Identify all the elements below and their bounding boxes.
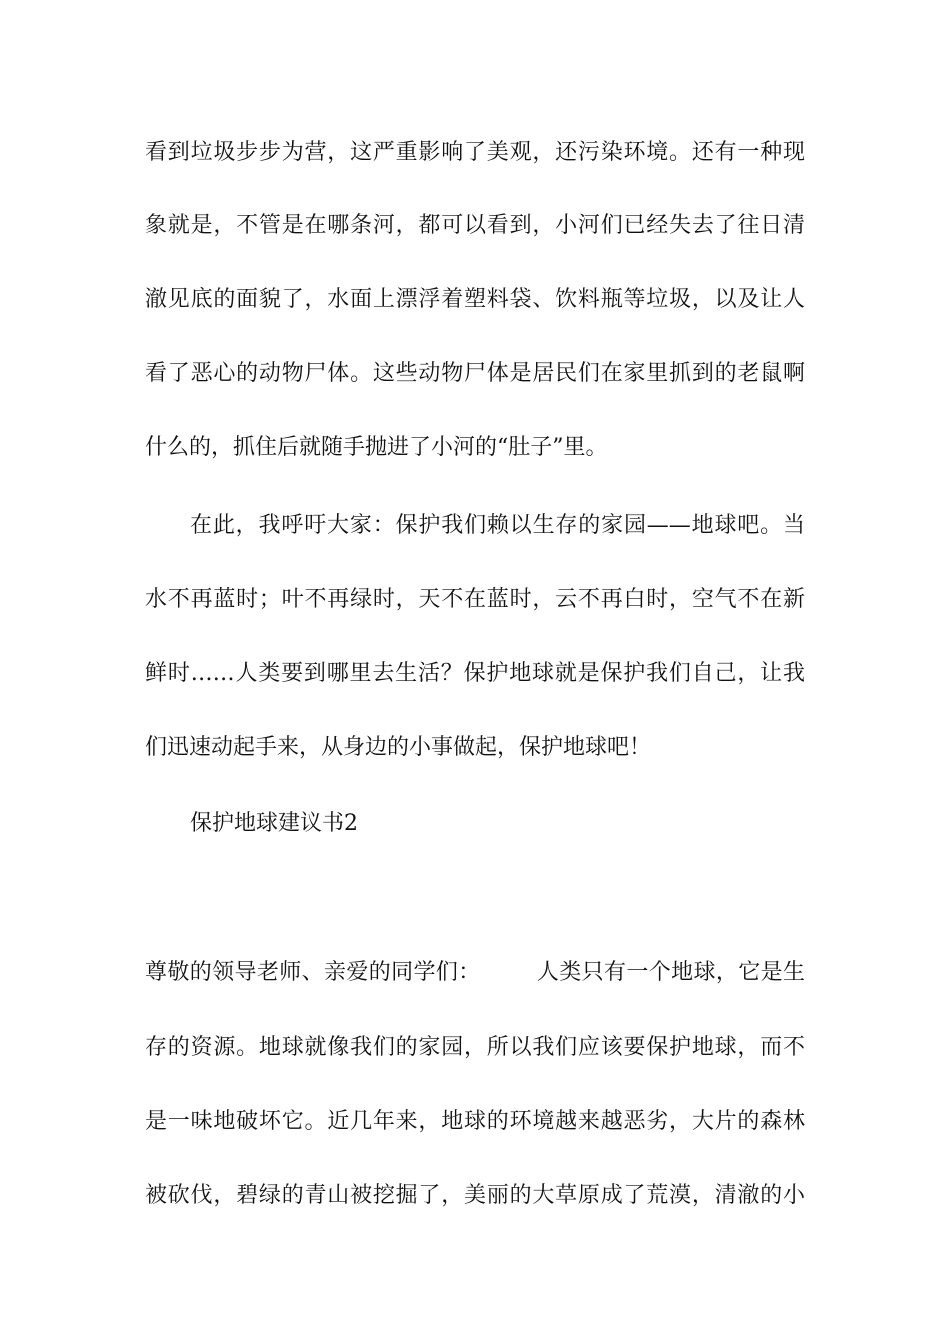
section-heading: 保护地球建议书2 [190,811,358,836]
paragraph-line: 是一味地破坏它。近几年来，地球的环境越来越恶劣，大片的森林 [145,1109,805,1134]
paragraph-line: 水不再蓝时；叶不再绿时，天不在蓝时，云不再白时，空气不在新 [145,587,805,612]
paragraph-line: 在此，我呼吁大家：保护我们赖以生存的家园——地球吧。当 [190,513,805,538]
paragraph-line: 存的资源。地球就像我们的家园，所以我们应该要保护地球，而不 [145,1035,805,1060]
paragraph-line: 什么的，抓住后就随手抛进了小河的“肚子”里。 [145,435,608,460]
paragraph-line: 看了恶心的动物尸体。这些动物尸体是居民们在家里抓到的老鼠啊 [145,361,805,386]
paragraph-line: 象就是，不管是在哪条河，都可以看到，小河们已经失去了往日清 [145,213,805,238]
paragraph-line: 尊敬的领导老师、亲爱的同学们： 人类只有一个地球，它是生 [145,960,805,985]
paragraph-line: 鲜时……人类要到哪里去生活？保护地球就是保护我们自己，让我 [145,661,805,686]
paragraph-line: 们迅速动起手来，从身边的小事做起，保护地球吧！ [145,735,652,760]
paragraph-line: 澈见底的面貌了，水面上漂浮着塑料袋、饮料瓶等垃圾，以及让人 [145,287,805,312]
paragraph-line: 看到垃圾步步为营，这严重影响了美观，还污染环境。还有一种现 [145,140,805,165]
paragraph-line: 被砍伐，碧绿的青山被挖掘了，美丽的大草原成了荒漠，清澈的小 [145,1183,805,1208]
